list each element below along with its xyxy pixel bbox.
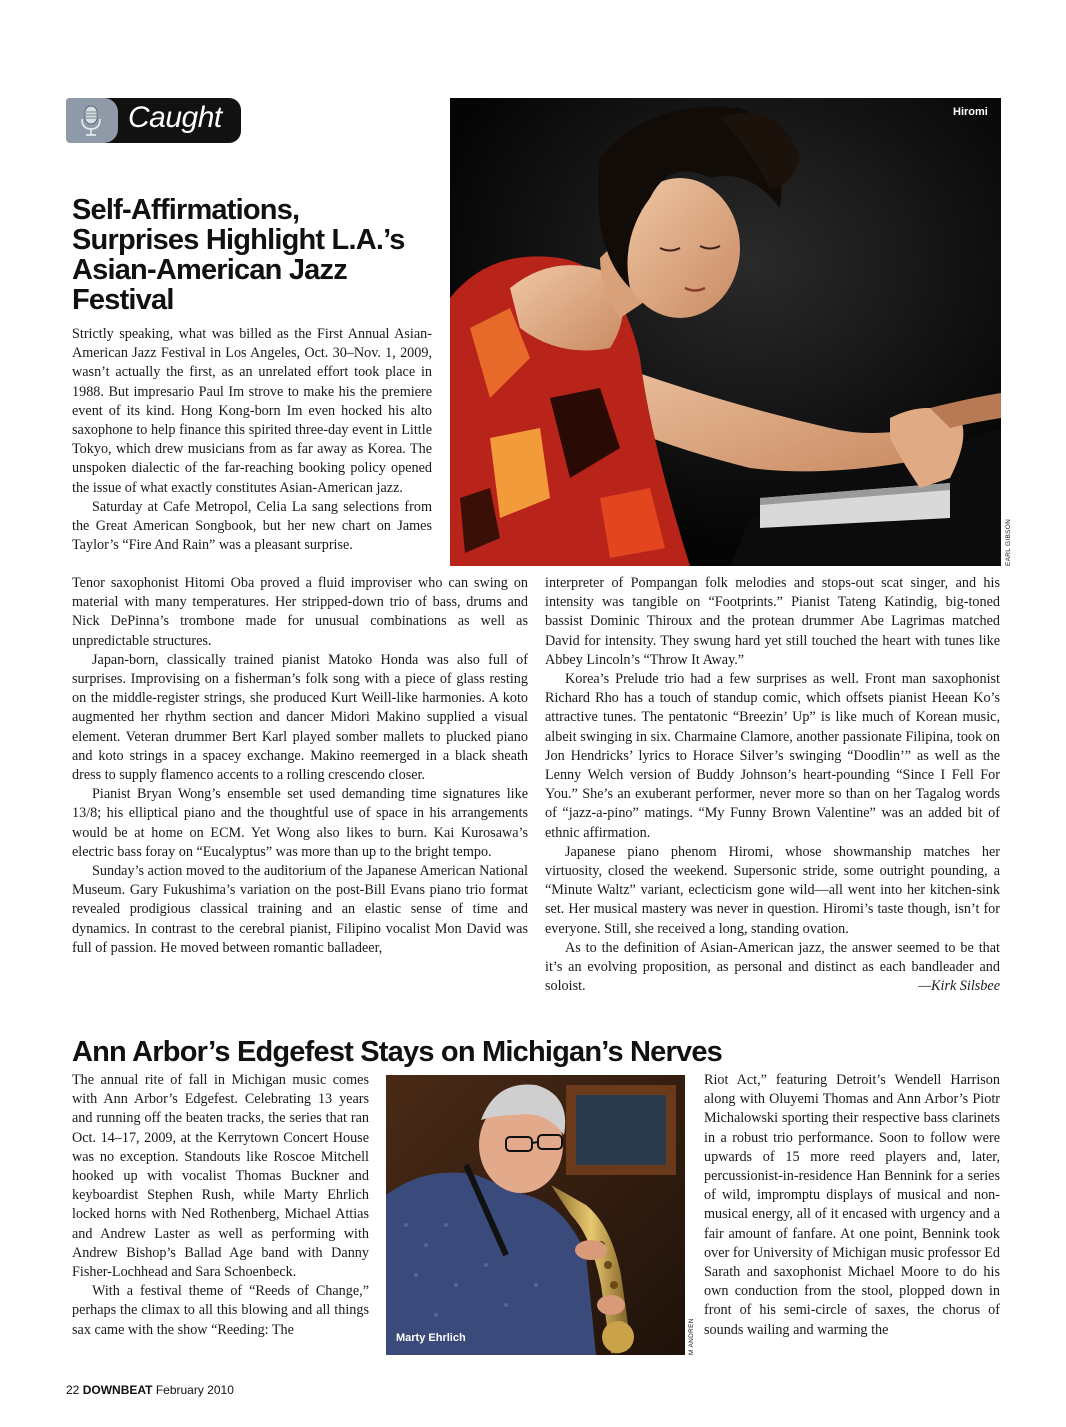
photo-caption: Marty Ehrlich	[396, 1332, 466, 1344]
article-column	[72, 1071, 369, 1340]
paragraph: Strictly speaking, what was billed as the First Annual Asian-American Jazz Festival in Los Angeles, Oct. 30–Nov. 1, 2009, wasn’t actually the first, as an unrelated effort took place in 1988. But impresario Paul Im strove to make his the premiere event of its kind. Hong Kong-born Im even hocked his alto saxophone to help finance this spirited three-day event in Little Tokyo, which drew musicians from as far away as Korea. The unspoken dialectic of the far-reaching booking policy opened the issue of what exactly constitutes Asian-American jazz.	[72, 326, 432, 496]
paragraph-text: As to the definition of Asian-American jazz, the answer seemed to be that it’s an evolving proposition, as personal and distinct as each bandleader and soloist.	[545, 939, 1000, 995]
paragraph: Korea’s Prelude trio had a few surprises as well. Front man saxophonist Richard Rho has a touch of standup comic, which offsets pianist Heean Ko’s attractive tunes. The pentatonic “Breezin’ Up” is like much of Korean music, albeit swinging in six. Charmaine Clamore, another passionate Filipina, took on Jon Hendricks’ lyrics to Horace Silver’s swinging “Doodlin’” as well as the Lenny Welch version of Buddy Johnson’s heart-pounding “Since I Fell For You.” She’s an exuberant performer, never more so than on her Tagalog words of “jazz-a-pino” matings. “My Funny Brown Valentine” was an added bit of ethnic affirmation.	[545, 671, 1000, 841]
hiromi-photo	[450, 98, 1001, 566]
paragraph: Pianist Bryan Wong’s ensemble set used demanding time signatures like 13/8; his elliptical piano and the thoughtful use of space in his arrangements would be at home on ECM. Yet Wong also likes to burn. Kai Kurosawa’s electric bass foray on “Eucalyptus” was more than up to the bright tempo.	[72, 786, 528, 860]
photo-caption: Hiromi	[953, 106, 988, 118]
photo-credit: M ANDREN	[688, 1318, 695, 1355]
article-column	[545, 574, 1000, 996]
paragraph	[545, 939, 1000, 997]
author-signature: —Kirk Silsbee	[918, 978, 1000, 995]
section-label: Caught	[128, 101, 222, 134]
magazine-name: DOWNBEAT	[82, 1383, 153, 1397]
article-column	[72, 325, 432, 555]
article-headline: Ann Arbor’s Edgefest Stays on Michigan’s Nerves	[72, 1036, 722, 1068]
photo-illustration	[386, 1075, 685, 1355]
article-headline: Self-Affirmations, Surprises Highlight L.A.’s Asian-American Jazz Festival	[72, 194, 405, 316]
paragraph: Sunday’s action moved to the auditorium of the Japanese American National Museum. Gary Fukushima’s variation on the post-Bill Evans piano trio format revealed prodigious classical training and an elastic sense of time and dynamics. In contrast to the cerebral pianist, Filipino vocalist Mon David was full of passion. He moved between romantic balladeer,	[72, 863, 528, 956]
page-number: 22	[66, 1383, 80, 1397]
photo-illustration	[450, 98, 1001, 566]
paragraph: With a festival theme of “Reeds of Change,” perhaps the climax to all this blowing and all things sax came with the show “Reeding: The	[72, 1283, 369, 1338]
section-badge	[66, 98, 241, 143]
paragraph: Tenor saxophonist Hitomi Oba proved a fluid improviser who can swing on material with many temperatures. Her stripped-down trio of bass, drums and Nick DePinna’s trombone made for unusual combinations as well as unpredictable structures.	[72, 575, 528, 649]
issue-date: February 2010	[155, 1383, 234, 1397]
page-footer	[66, 1383, 234, 1397]
article-column	[72, 574, 528, 958]
paragraph: Japan-born, classically trained pianist Matoko Honda was also full of surprises. Improvising on a fisherman’s folk song with a piece of glass resting on the middle-register strings, she produced Kurt Weill-like harmonies. A koto augmented her rhythm section and dancer Midori Makino supplied a visual element. Veteran drummer Bert Karl played somber mallets to plucked piano and koto strings in a spacey exchange. Makino reemerged in a black sheath dress to supply flamenco accents to a rolling crescendo closer.	[72, 651, 528, 784]
paragraph: interpreter of Pompangan folk melodies and stops-out scat singer, and his intensity was tangible on “Footprints.” Pianist Tateng Katindig, big-toned bassist Dominic Thiroux and the protean drummer Abe Lagrimas matched David for intensity. They swung hard yet still touched the heart with tunes like Abbey Lincoln’s “Throw It Away.”	[545, 575, 1000, 668]
microphone-icon	[66, 98, 118, 143]
marty-ehrlich-photo	[386, 1075, 685, 1355]
paragraph: The annual rite of fall in Michigan music comes with Ann Arbor’s Edgefest. Celebrating 13 years and running off the beaten tracks, the series that ran Oct. 14–17, 2009, at the Kerrytown Concert House was no exception. Standouts like Roscoe Mitchell hooked up with vocalist Thomas Buckner and keyboardist Stephen Rush, while Marty Ehrlich locked horns with Ned Rothenberg, Michael Attias and Andrew Laster as well as performing with Andrew Bishop’s Ballad Age band with Danny Fisher-Lochhead and Sara Schoenbeck.	[72, 1072, 369, 1281]
photo-credit: EARL GIBSON	[1005, 518, 1012, 566]
paragraph: Riot Act,” featuring Detroit’s Wendell Harrison along with Oluyemi Thomas and Ann Arbor’s Piotr Michalowski sporting their respective bass clarinets in a robust trio performance. Soon to follow were upwards of 15 more reed players and, later, percussionist-in-residence Han Bennink for a series of wild, impromptu displays of musical and non-musical energy, all of it encased with urgency and a fair amount of fanfare. At one point, Bennink took over for University of Michigan music professor Ed Sarath and saxophonist Michael Moore to do his own conduction from the stool, plopped down in front of his semi-circle of saxes, the chorus of sounds wailing and warming the	[704, 1072, 1000, 1338]
article-column	[704, 1071, 1000, 1340]
paragraph: Saturday at Cafe Metropol, Celia La sang selections from the Great American Songbook, but her new chart on James Taylor’s “Fire And Rain” was a pleasant surprise.	[72, 498, 432, 554]
paragraph: Japanese piano phenom Hiromi, whose showmanship matches her virtuosity, closed the weekend. Supersonic stride, some outright pounding, a “Minute Waltz” variant, eclecticism gone wild—all went into her kitchen-sink set. Her musical mastery was never in question. Hiromi’s taste though, isn’t for everyone. Still, she received a long, standing ovation.	[545, 843, 1000, 937]
